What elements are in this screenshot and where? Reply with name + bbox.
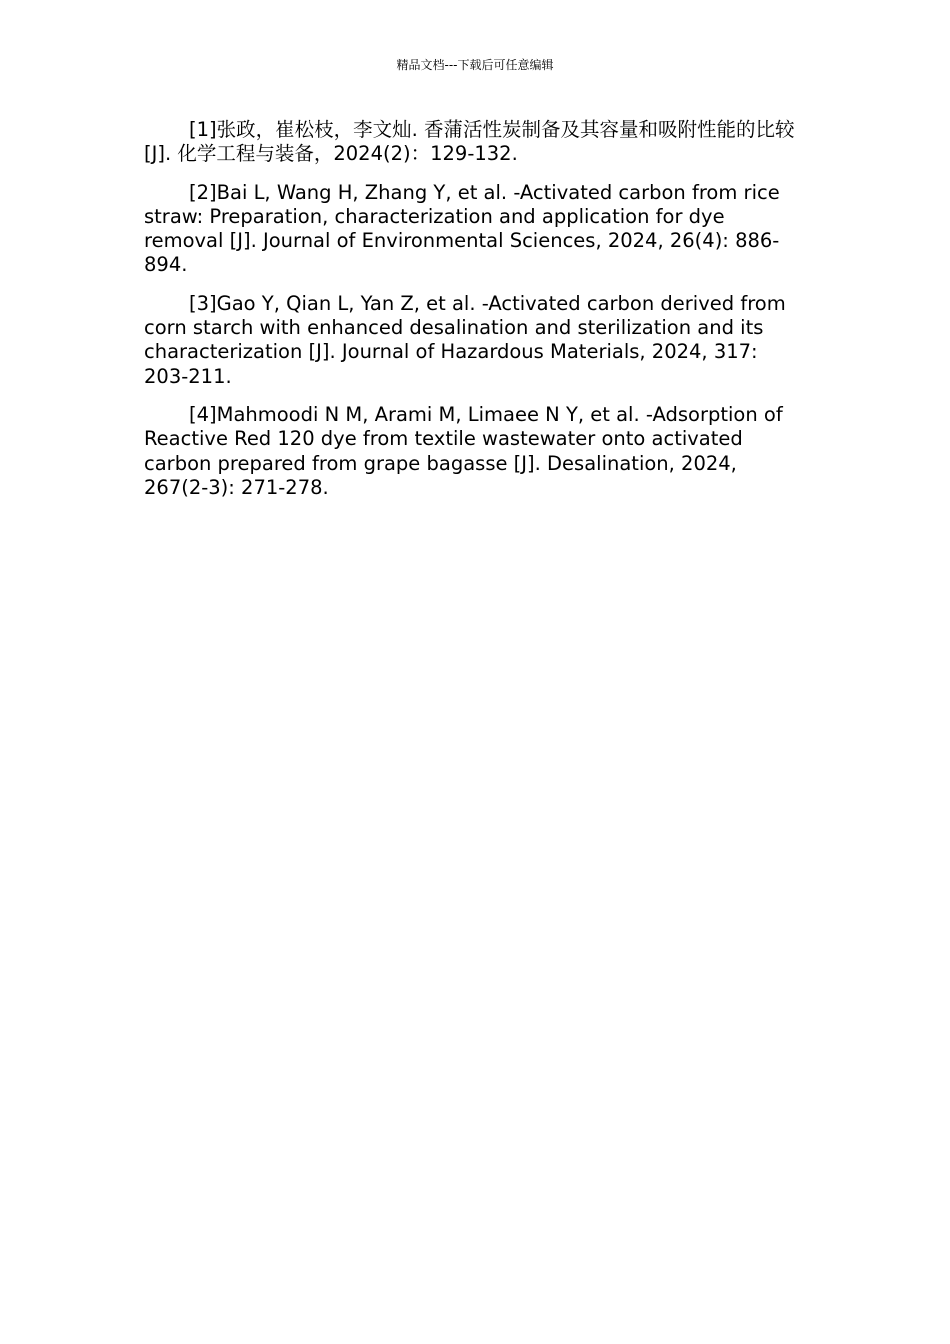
reference-item-3: [3]Gao Y, Qian L, Yan Z, et al. -Activated carbon derived from corn starch with enhanced desalination and sterilization and its characterization [J]. Journal of Hazardous Materials, 2024, 317: 203-211. bbox=[144, 291, 786, 388]
reference-list bbox=[144, 118, 804, 514]
reference-item-1: [1]张政，崔松枝，李文灿. 香蒲活性炭制备及其容量和吸附性能的比较 [J]. 化学工程与装备，2024(2)：129-132. bbox=[144, 118, 795, 166]
reference-item-2: [2]Bai L, Wang H, Zhang Y, et al. -Activated carbon from rice straw: Preparation, characterization and application for dye removal [J]. Journal of Environmental Sciences, 2024, 26(4): 886-894. bbox=[144, 180, 780, 277]
page-header: 精品文档---下载后可任意编辑 bbox=[396, 58, 554, 72]
reference-item-4: [4]Mahmoodi N M, Arami M, Limaee N Y, et al. -Adsorption of Reactive Red 120 dye from textile wastewater onto activated carbon prepared from grape bagasse [J]. Desalination, 2024, 267(2-3): 271-278. bbox=[144, 402, 783, 499]
